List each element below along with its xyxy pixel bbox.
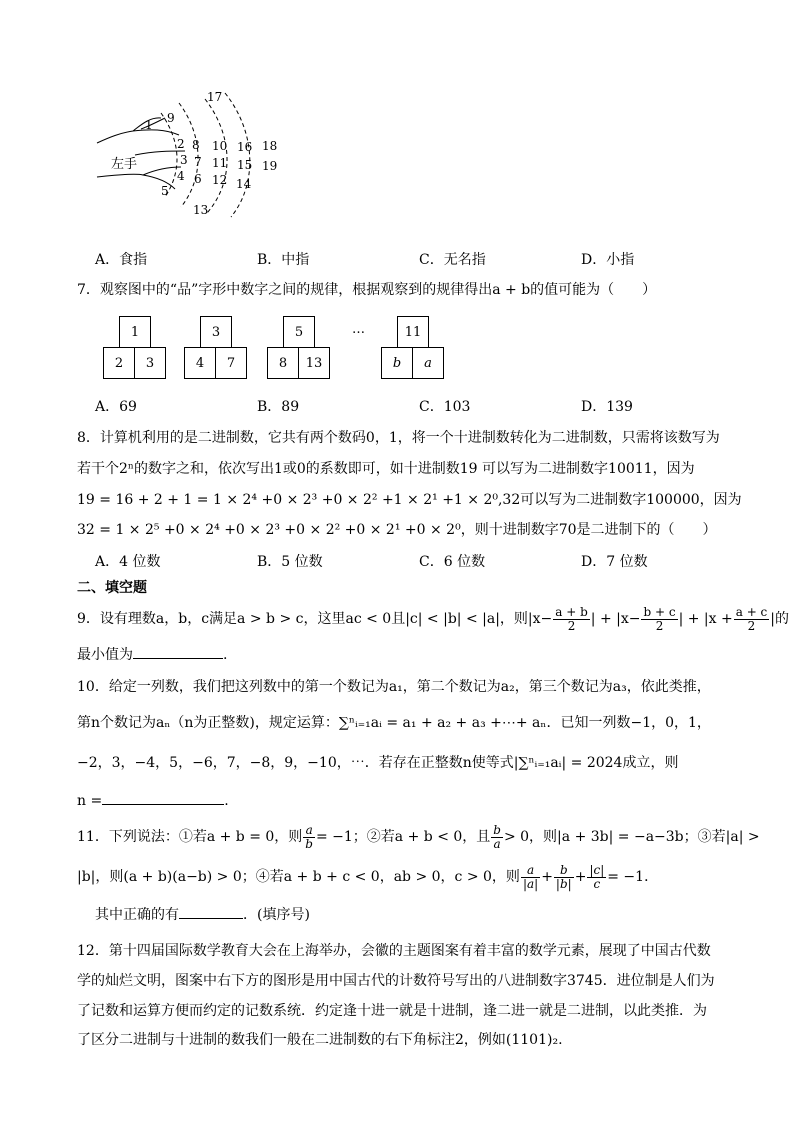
q10-line-2: 第n个数记为aₙ（n为正整数)，规定运算：∑ⁿᵢ₌₁aᵢ = a₁ + a₂ + a₃ +⋯+ aₙ．已知一列数−1，0，1， [77, 715, 711, 731]
q7-box-right: 3 [134, 347, 166, 379]
q11-plus-2: + [574, 869, 587, 885]
q10-line-3: −2，3，−4，5，−6，7，−8，9，−10，⋯．若存在正整数n使等式|∑ⁿᵢ₌₁aᵢ| = 2024成立，则 [77, 755, 679, 771]
q8-line-4: 32 = 1 × 2⁵ +0 × 2⁴ +0 × 2³ +0 × 2² +0 × 2¹ +0 × 2⁰，则十进制数字70是二进制下的（ ） [77, 522, 717, 538]
q11-fraction-e-num: |c| [589, 862, 605, 877]
q9-fraction-3-num: a + c [735, 604, 768, 619]
q8-option-a: A．4 位数 [95, 554, 161, 570]
q7-option-a: A．69 [95, 399, 137, 415]
q11-fraction-d-num: b [554, 864, 574, 878]
q7-stem: 7．观察图中的“品”字形中数字之间的规律，根据观察到的规律得出a + b的值可能为（ ） [77, 282, 657, 298]
q11-text-3: > 0，则|a + 3b| = −a−3b；③若|a| > [503, 829, 760, 845]
q12-line-3: 了记数和运算方便而约定的记数系统．约定逢十进一就是十进制，逢二进一就是二进制，以此类推．为 [77, 1003, 707, 1019]
q8-option-b: B．5 位数 [257, 554, 323, 570]
q11-plus-1: + [541, 869, 553, 885]
q10-answer-blank[interactable] [102, 791, 224, 805]
q8-option-d: D．7 位数 [581, 554, 648, 570]
q6-option-c: C．无名指 [419, 252, 486, 268]
q11-fraction-d [554, 864, 574, 891]
q9-fraction-3-den: 2 [747, 618, 756, 633]
hand-number: 19 [262, 159, 278, 173]
hand-number: 16 [237, 140, 253, 154]
q7-option-d: D．139 [581, 399, 633, 415]
q12-line-1: 12．第十四届国际数学教育大会在上海举办，会徽的主题图案有着丰富的数学元素，展现了中国古代数 [77, 943, 711, 959]
q6-option-a: A．食指 [95, 252, 148, 268]
q11-fraction-c-den: |a| [522, 876, 539, 891]
q11-hint: ．(填序号) [243, 907, 310, 923]
q7-option-c: C．103 [419, 399, 471, 415]
hand-number: 9 [167, 111, 175, 125]
q9-fraction-3 [734, 606, 770, 633]
q7-box-right: 13 [298, 347, 330, 379]
hand-number: 1 [145, 118, 153, 132]
q7-box-top: 5 [283, 316, 315, 348]
q7-box-left: 8 [267, 347, 299, 379]
q9-period: . [223, 647, 228, 663]
q10-line-4 [77, 791, 229, 809]
q7-box-top: 1 [119, 316, 151, 348]
q7-box-left: 4 [184, 347, 216, 379]
q11-fraction-b-den: a [493, 836, 501, 851]
q11-fraction-c [521, 864, 540, 891]
q9-fraction-1-den: 2 [567, 618, 576, 633]
q11-line-1 [77, 820, 760, 854]
q9-fraction-1 [553, 606, 590, 633]
hand-number: 8 [192, 138, 200, 152]
q6-option-d: D．小指 [581, 252, 635, 268]
q11-fraction-a [303, 824, 315, 851]
q12-line-4: 了区分二进制与十进制的数我们一般在二进制数的右下角标注2，例如(1101)₂. [77, 1032, 563, 1048]
q11-fraction-d-den: |b| [555, 876, 572, 891]
q11-fraction-b-num: b [493, 822, 501, 837]
hand-figure [95, 85, 295, 220]
q9-line-1 [77, 602, 789, 636]
hand-number: 13 [193, 203, 209, 217]
q7-box-top: 11 [397, 316, 429, 348]
q11-text-5: = −1． [607, 869, 659, 885]
q9-fraction-2-num: b + c [643, 604, 676, 619]
q12-line-2: 学的灿烂文明，图案中右下方的图形是用中国古代的计数符号写出的八进制数字3745．进位制是人们为 [77, 973, 715, 989]
q7-box-top: 3 [200, 316, 232, 348]
hand-number: 14 [236, 177, 252, 191]
hand-number: 12 [212, 173, 228, 187]
hand-number: 18 [262, 139, 278, 153]
q9-fraction-2-den: 2 [655, 618, 664, 633]
q9-text-2: | + |x− [590, 611, 641, 627]
hand-number: 17 [207, 90, 223, 104]
q6-option-b: B．中指 [257, 252, 310, 268]
q10-line-1: 10．给定一列数，我们把这列数中的第一个数记为a₁，第二个数记为a₂，第三个数记为a₃，依此类推， [77, 679, 711, 695]
q7-box-right: a [412, 347, 444, 379]
q11-text-4: |b|，则(a + b)(a−b) > 0；④若a + b + c < 0，ab > 0，c > 0，则 [77, 869, 520, 885]
q7-box-left: 2 [103, 347, 135, 379]
hand-number: 15 [237, 158, 253, 172]
q7-ellipsis: … [352, 322, 365, 337]
q8-line-2: 若干个2ⁿ的数字之和，依次写出1或0的系数即可，如十进制数19 可以写为二进制数字10011，因为 [77, 461, 695, 477]
hand-number: 6 [194, 172, 202, 186]
q11-text-2: = −1；②若a + b < 0，且 [315, 829, 491, 845]
hand-number: 7 [194, 155, 202, 169]
q9-text-1: 9．设有理数a，b，c满足a > b > c，这里ac < 0且|c| < |b| < |a|，则|x− [77, 611, 553, 627]
q9-fraction-2 [641, 606, 677, 633]
q11-line-2 [77, 860, 658, 894]
q11-fraction-c-num: a [521, 864, 540, 878]
q8-option-c: C．6 位数 [419, 554, 486, 570]
q9-text-4: |的 [770, 611, 789, 627]
q7-box-right: 7 [215, 347, 247, 379]
q11-fraction-b [491, 824, 503, 851]
hand-number: 2 [177, 137, 185, 151]
q11-line-3 [95, 904, 310, 924]
q8-line-1: 8．计算机利用的是二进制数，它共有两个数码0，1，将一个十进制数转化为二进制数，只需将该数写为 [77, 430, 720, 446]
hand-number: 10 [212, 139, 228, 153]
q11-answer-blank[interactable] [179, 905, 243, 919]
hand-number: 5 [161, 184, 169, 198]
q9-text-3: | + |x + [678, 611, 733, 627]
hand-number: 11 [212, 156, 228, 170]
q11-correct-label: 其中正确的有 [95, 907, 179, 923]
q11-fraction-e-den: c [593, 876, 601, 891]
q7-option-b: B．89 [257, 399, 300, 415]
q10-n-label: n = [77, 793, 103, 809]
q11-fraction-e [587, 864, 606, 891]
hand-label: 左手 [111, 157, 138, 172]
q9-line-2 [77, 644, 227, 664]
q9-min-label: 最小值为 [77, 647, 133, 663]
q11-fraction-a-num: a [303, 824, 315, 838]
q11-text-1: 11．下列说法：①若a + b = 0，则 [77, 829, 303, 845]
q11-fraction-a-den: b [305, 836, 313, 851]
q8-line-3: 19 = 16 + 2 + 1 = 1 × 2⁴ +0 × 2³ +0 × 2² +1 × 2¹ +1 × 2⁰,32可以写为二进制数字100000，因为 [77, 492, 742, 508]
q9-answer-blank[interactable] [133, 645, 223, 659]
q7-box-left: b [381, 347, 413, 379]
hand-number: 4 [177, 169, 185, 183]
hand-number: 3 [180, 153, 188, 167]
q10-period: . [224, 793, 229, 809]
section-title: 二、填空题 [77, 580, 147, 596]
q9-fraction-1-num: a + b [555, 604, 588, 619]
